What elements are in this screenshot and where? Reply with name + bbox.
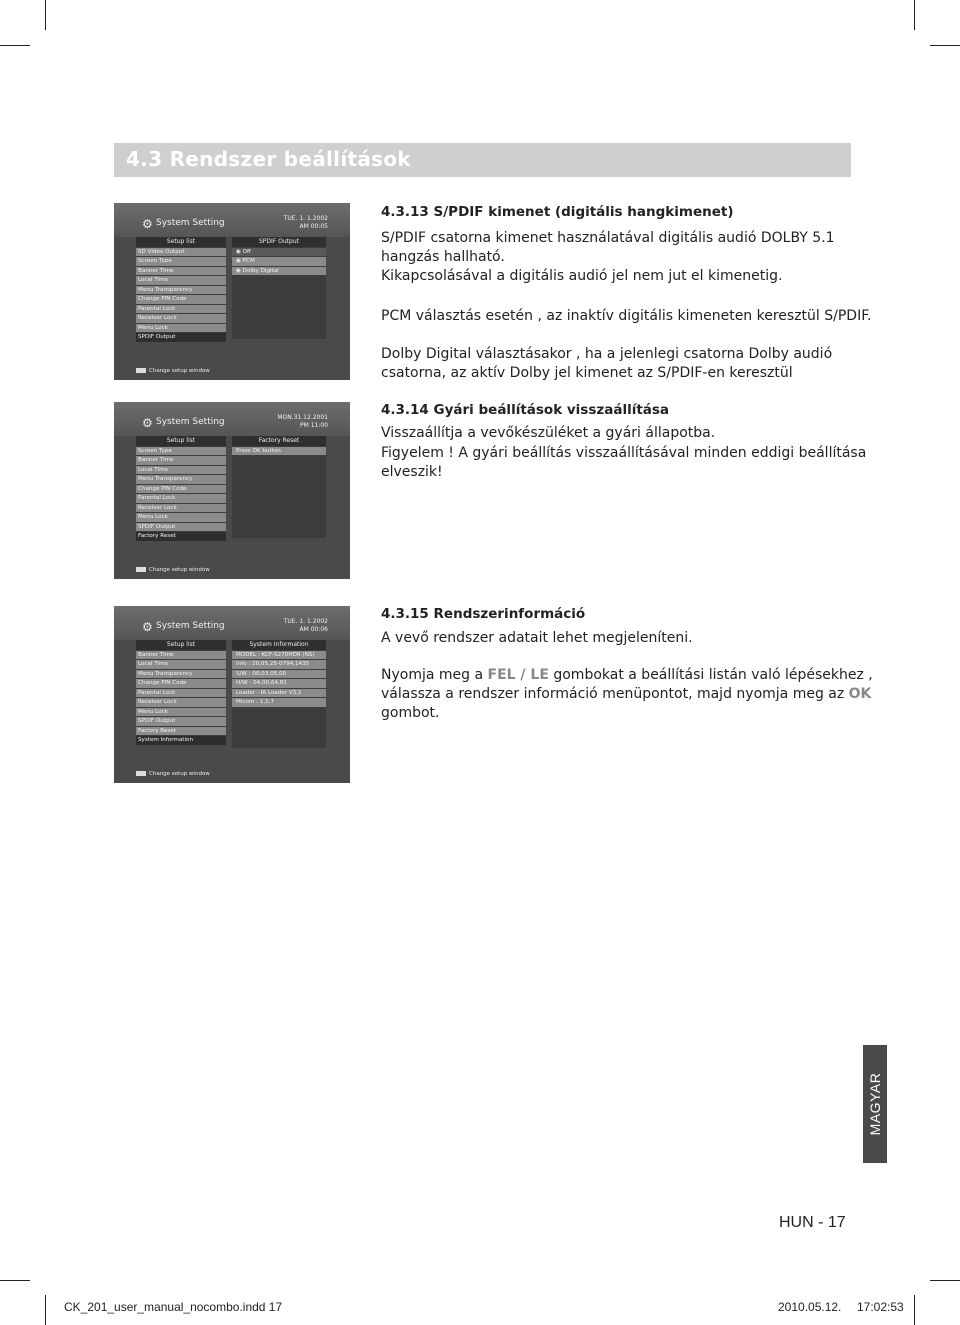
list-item-selected: SPDIF Output <box>136 333 226 342</box>
list-item: Receiver Lock <box>136 504 226 513</box>
sysinfo-paragraph-2: Nyomja meg a FEL / LE gombokat a beállítási listán való lépésekhez , válassza a rendszer információ menüpontot, majd nyomja meg az OK gombot. <box>381 667 873 721</box>
key-up-down: FEL / LE <box>487 667 549 683</box>
list-item: Local Time <box>136 660 226 669</box>
option-panel <box>232 436 326 538</box>
setup-list <box>136 237 226 342</box>
crop-mark <box>45 0 46 30</box>
wrench-icon: ⚙ <box>142 217 153 231</box>
page-number: HUN - 17 <box>779 1214 846 1231</box>
factory-paragraph-2: Figyelem ! A gyári beállítás visszaállításával minden eddigi beállítása elveszik! <box>381 445 867 480</box>
osd-title: System Setting <box>156 417 225 427</box>
spdif-paragraph-3: Dolby Digital választásakor , ha a jelenlegi csatorna Dolby audió csatorna, az aktív Dolby jel kimenet az S/PDIF-en keresztül <box>381 346 833 381</box>
sysinfo-heading: 4.3.15 Rendszerinformáció <box>381 606 586 622</box>
info-item: MODEL : KCF-S270HDR (NS) <box>232 651 326 660</box>
osd-footer: Change setup window <box>136 368 210 374</box>
factory-heading: 4.3.14 Gyári beállítások visszaállítása <box>381 402 670 418</box>
list-item: Parental Lock <box>136 305 226 314</box>
list-item-selected: Factory Reset <box>136 532 226 541</box>
osd-title: System Setting <box>156 218 225 228</box>
screenshot-system-information <box>114 606 350 783</box>
factory-paragraph-1: Visszaállítja a vevőkészüléket a gyári állapotba. <box>381 425 716 441</box>
crop-mark <box>0 45 30 46</box>
osd-footer: Change setup window <box>136 771 210 777</box>
arrow-key-icon <box>136 771 146 776</box>
osd-date: TUE. 1. 1.2002 AM 00:06 <box>283 618 328 633</box>
option-item: ◉ PCM <box>232 257 326 266</box>
list-item: Menu Lock <box>136 324 226 333</box>
option-panel-header: Factory Reset <box>232 436 326 446</box>
option-panel <box>232 640 326 748</box>
list-item: Banner Time <box>136 651 226 660</box>
list-item: Menu Transparency <box>136 475 226 484</box>
list-item: Change PIN Code <box>136 295 226 304</box>
key-ok: OK <box>848 686 872 702</box>
section-header <box>114 143 851 177</box>
list-item: SPDIF Output <box>136 523 226 532</box>
language-tab <box>863 1045 887 1163</box>
setup-list-header: Setup list <box>136 640 226 650</box>
list-item: Screen Type <box>136 257 226 266</box>
info-item: H/W : 04,00,64,81 <box>232 679 326 688</box>
slug-date: 2010.05.12. <box>778 1300 842 1314</box>
screenshot-factory-reset <box>114 402 350 579</box>
list-item: Local Time <box>136 276 226 285</box>
osd-footer: Change setup window <box>136 567 210 573</box>
sysinfo-paragraph-1: A vevő rendszer adatait lehet megjeleníteni. <box>381 630 693 646</box>
option-item: ◉ Off <box>232 248 326 257</box>
spdif-paragraph-2: PCM választás esetén , az inaktív digitális kimeneten keresztül S/PDIF. <box>381 308 872 324</box>
osd-title: System Setting <box>156 621 225 631</box>
list-item: Banner Time <box>136 267 226 276</box>
setup-list-header: Setup list <box>136 237 226 247</box>
section-title: 4.3 Rendszer beállítások <box>126 147 411 171</box>
list-item: Parental Lock <box>136 494 226 503</box>
setup-list <box>136 436 226 541</box>
slug-time: 17:02:53 <box>857 1300 904 1314</box>
info-item: Info : 20,05,25-0794,1435 <box>232 660 326 669</box>
info-item: S/W : 00,03,05,00 <box>232 670 326 679</box>
crop-mark <box>45 1295 46 1325</box>
screenshot-spdif <box>114 203 350 380</box>
slug-file: CK_201_user_manual_nocombo.indd 17 <box>64 1300 283 1314</box>
option-panel-header: System Information <box>232 640 326 650</box>
osd-date: MON.31.12.2001 PM 11:00 <box>277 414 328 429</box>
list-item: SPDIF Output <box>136 717 226 726</box>
option-item: ◉ Dolby Digital <box>232 267 326 276</box>
wrench-icon: ⚙ <box>142 416 153 430</box>
list-item: Menu Transparency <box>136 670 226 679</box>
arrow-key-icon <box>136 567 146 572</box>
list-item: Factory Reset <box>136 727 226 736</box>
crop-mark <box>930 1280 960 1281</box>
list-item: Menu Transparency <box>136 286 226 295</box>
list-item: Screen Type <box>136 447 226 456</box>
list-item: Banner Time <box>136 456 226 465</box>
crop-mark <box>914 0 915 30</box>
spdif-heading: 4.3.13 S/PDIF kimenet (digitális hangkimenet) <box>381 204 734 220</box>
info-item: Loader : IA Loader V3,1 <box>232 689 326 698</box>
spdif-paragraph-1: S/PDIF csatorna kimenet használatával digitális audió DOLBY 5.1 hangzás hallható. Kikapcsolásával a digitális audió jel nem jut el kimenetig. <box>381 230 835 284</box>
list-item: SD Video Output <box>136 248 226 257</box>
setup-list-header: Setup list <box>136 436 226 446</box>
crop-mark <box>914 1295 915 1325</box>
option-item: Press OK button <box>232 447 326 456</box>
option-panel-header: SPDIF Output <box>232 237 326 247</box>
crop-mark <box>930 45 960 46</box>
language-tab-label: MAGYAR <box>867 1072 883 1136</box>
info-item: Micom : 1,1,7 <box>232 698 326 707</box>
list-item: Receiver Lock <box>136 698 226 707</box>
list-item: Receiver Lock <box>136 314 226 323</box>
list-item: Local Time <box>136 466 226 475</box>
list-item: Menu Lock <box>136 708 226 717</box>
wrench-icon: ⚙ <box>142 620 153 634</box>
setup-list <box>136 640 226 745</box>
arrow-key-icon <box>136 368 146 373</box>
list-item: Parental Lock <box>136 689 226 698</box>
option-panel <box>232 237 326 339</box>
osd-date: TUE. 1. 1.2002 AM 00:05 <box>283 215 328 230</box>
list-item: Menu Lock <box>136 513 226 522</box>
list-item: Change PIN Code <box>136 679 226 688</box>
list-item-selected: System Information <box>136 736 226 745</box>
list-item: Change PIN Code <box>136 485 226 494</box>
crop-mark <box>0 1280 30 1281</box>
